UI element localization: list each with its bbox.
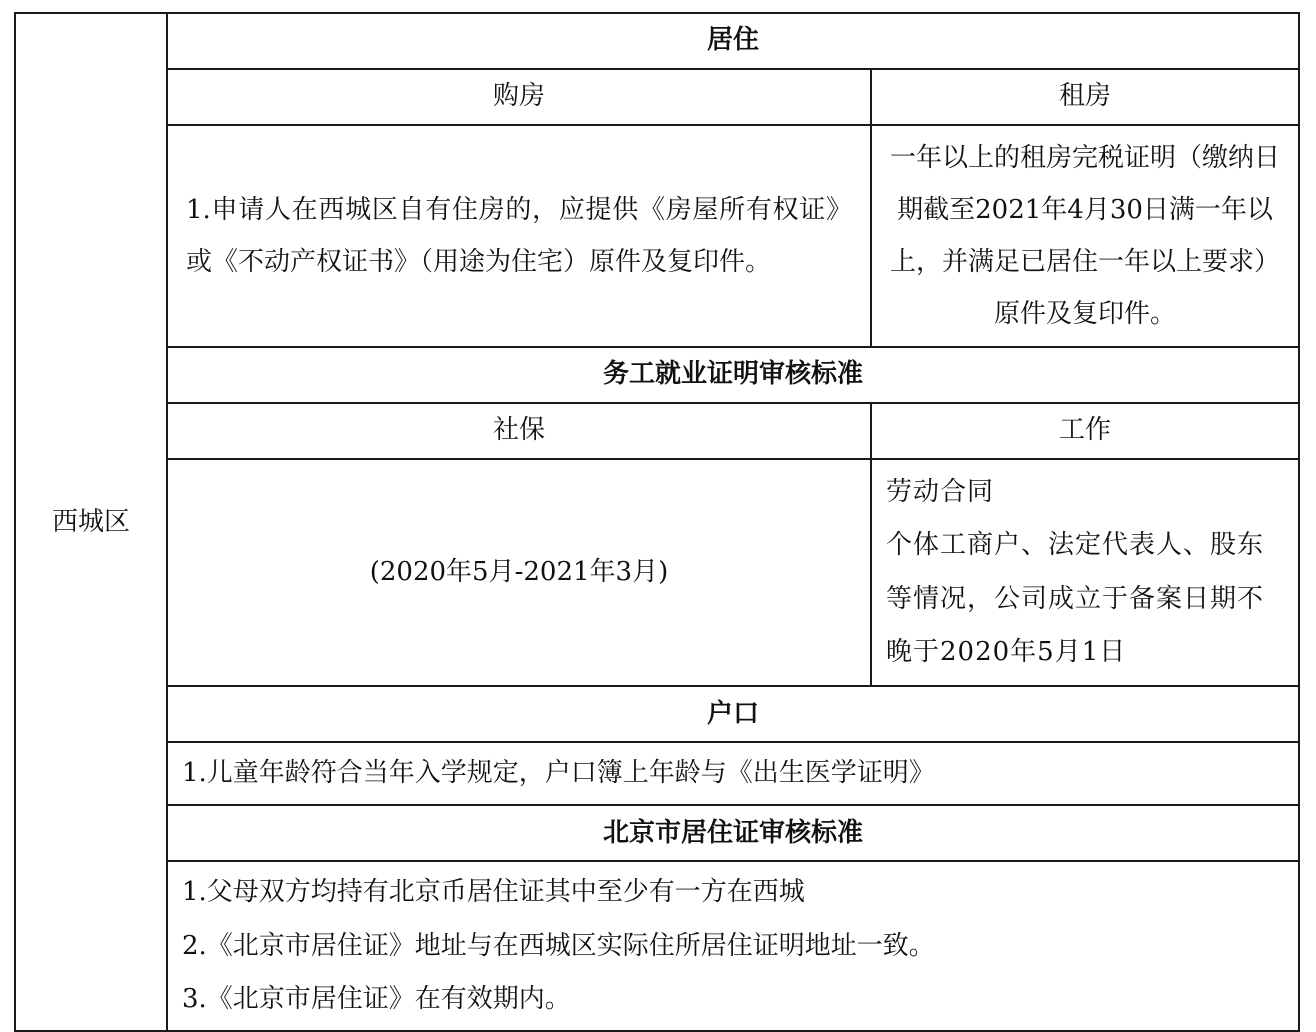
permit-item: 2.《北京市居住证》地址与在西城区实际住所居住证明地址一致。 — [182, 930, 935, 961]
residence-title: 居住 — [167, 13, 1299, 69]
rent-header: 租房 — [871, 69, 1299, 125]
district-label: 西城区 — [51, 506, 130, 537]
social-period: (2020年5月-2021年3月) — [167, 459, 871, 686]
district-cell — [15, 13, 167, 1031]
buy-header: 购房 — [167, 69, 871, 125]
permit-title: 北京市居住证审核标准 — [167, 805, 1299, 861]
hukou-item: 1.儿童年龄符合当年入学规定，户口簿上年龄与《出生医学证明》 — [167, 742, 1299, 805]
work-line: 个体工商户、法定代表人、股东等情况，公司成立于备案日期不晚于2020年5月1日 — [886, 530, 1265, 667]
permit-requirements — [167, 861, 1299, 1031]
employment-title: 务工就业证明审核标准 — [167, 347, 1299, 403]
standards-table — [14, 12, 1300, 1032]
buy-requirement: 1.申请人在西城区自有住房的，应提供《房屋所有权证》或《不动产权证书》（用途为住宅）原件及复印件。 — [167, 125, 871, 347]
social-header: 社保 — [167, 403, 871, 459]
hukou-title: 户口 — [167, 686, 1299, 742]
work-requirement — [871, 459, 1299, 686]
work-line: 劳动合同 — [886, 477, 995, 507]
work-header: 工作 — [871, 403, 1299, 459]
permit-item: 1.父母双方均持有北京币居住证其中至少有一方在西城 — [182, 877, 805, 908]
rent-requirement: 一年以上的租房完税证明（缴纳日期截至2021年4月30日满一年以上，并满足已居住一年以上要求）原件及复印件。 — [871, 125, 1299, 347]
permit-item: 3.《北京市居住证》在有效期内。 — [182, 984, 571, 1015]
